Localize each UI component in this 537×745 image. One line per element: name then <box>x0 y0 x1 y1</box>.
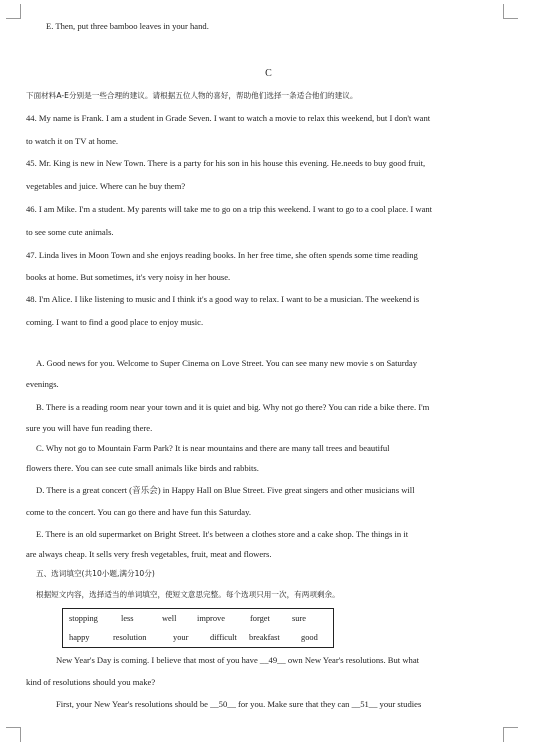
option-e-previous: E. Then, put three bamboo leaves in your hand. <box>46 21 209 31</box>
question-46-line2: to see some cute animals. <box>26 227 114 237</box>
question-47-line1: 47. Linda lives in Moon Town and she enjoys reading books. In her free time, she often spends some time reading <box>26 250 418 260</box>
word-bank-item: happy <box>69 633 90 642</box>
word-bank-item: less <box>121 614 134 623</box>
question-45-line2: vegetables and juice. Where can he buy them? <box>26 181 186 191</box>
word-bank-item: well <box>162 614 177 623</box>
passage-p2-line1: First, your New Year's resolutions should be __50__ for you. Make sure that they can __51__ your studies <box>56 699 422 709</box>
section-5-instructions: 根据短文内容，选择适当的单词填空，使短文意思完整。每个选项只用一次，有两项剩余。 <box>36 590 340 599</box>
word-bank-item: breakfast <box>249 633 280 642</box>
option-d-line1: D. There is a great concert (音乐会) in Happy Hall on Blue Street. Five great singers and other musicians will <box>36 485 415 495</box>
passage-p1-line2: kind of resolutions should you make? <box>26 677 156 687</box>
crop-mark-top-right <box>503 4 518 19</box>
crop-mark-bottom-right <box>503 727 518 742</box>
section-5-title: 五、选词填空(共10小题,满分10分) <box>36 569 155 578</box>
word-bank-item: resolution <box>113 633 147 642</box>
option-c-line1: C. Why not go to Mountain Farm Park? It is near mountains and there are many tall trees and beautiful <box>36 443 390 453</box>
crop-mark-top-left <box>6 4 21 19</box>
option-c-line2: flowers there. You can see cute small animals like birds and rabbits. <box>26 463 259 473</box>
passage-p1-line1: New Year's Day is coming. I believe that most of you have __49__ own New Year's resolutions. But what <box>56 655 420 665</box>
question-45-line1: 45. Mr. King is new in New Town. There is a party for his son in his house this evening. He.needs to buy good fruit, <box>26 158 426 168</box>
question-48-line1: 48. I'm Alice. I like listening to music and I think it's a good way to relax. I want to be a musician. The weekend is <box>26 294 420 304</box>
word-bank-item: sure <box>292 614 306 623</box>
word-bank-item: difficult <box>210 633 237 642</box>
section-heading-c: C <box>265 68 272 79</box>
word-bank-item: stopping <box>69 614 98 623</box>
option-d-line2: come to the concert. You can go there and have fun this Saturday. <box>26 507 251 517</box>
option-b-line2: sure you will have fun reading there. <box>26 423 153 433</box>
option-e-line2: are always cheap. It sells very fresh vegetables, fruit, meat and flowers. <box>26 549 272 559</box>
question-44-line2: to watch it on TV at home. <box>26 136 119 146</box>
question-44-line1: 44. My name is Frank. I am a student in Grade Seven. I want to watch a movie to relax this weekend, but I don't want <box>26 113 431 123</box>
word-bank-item: good <box>301 633 318 642</box>
question-47-line2: books at home. But sometimes, it's very noisy in her house. <box>26 272 231 282</box>
section-c-instructions: 下面材料A-E分别是一些合理的建议。请根据五位人物的喜好，帮助他们选择一条适合他们的建议。 <box>26 91 358 100</box>
option-b-line1: B. There is a reading room near your town and it is quiet and big. Why not go there? You can ride a bike there. I'm <box>36 402 430 412</box>
word-bank-item: your <box>173 633 189 642</box>
crop-mark-bottom-left <box>6 727 21 742</box>
question-46-line1: 46. I am Mike. I'm a student. My parents will take me to go on a trip this weekend. I want to go to a cool place. I want <box>26 204 433 214</box>
option-e-line1: E. There is an old supermarket on Bright Street. It's between a clothes store and a cake shop. The things in it <box>36 529 409 539</box>
question-48-line2: coming. I want to find a good place to enjoy music. <box>26 317 204 327</box>
word-bank-item: forget <box>250 614 270 623</box>
word-bank-box <box>62 608 334 648</box>
option-a-line1: A. Good news for you. Welcome to Super Cinema on Love Street. You can see many new movie s on Saturday <box>36 358 418 368</box>
option-a-line2: evenings. <box>26 379 59 389</box>
word-bank-item: improve <box>197 614 225 623</box>
